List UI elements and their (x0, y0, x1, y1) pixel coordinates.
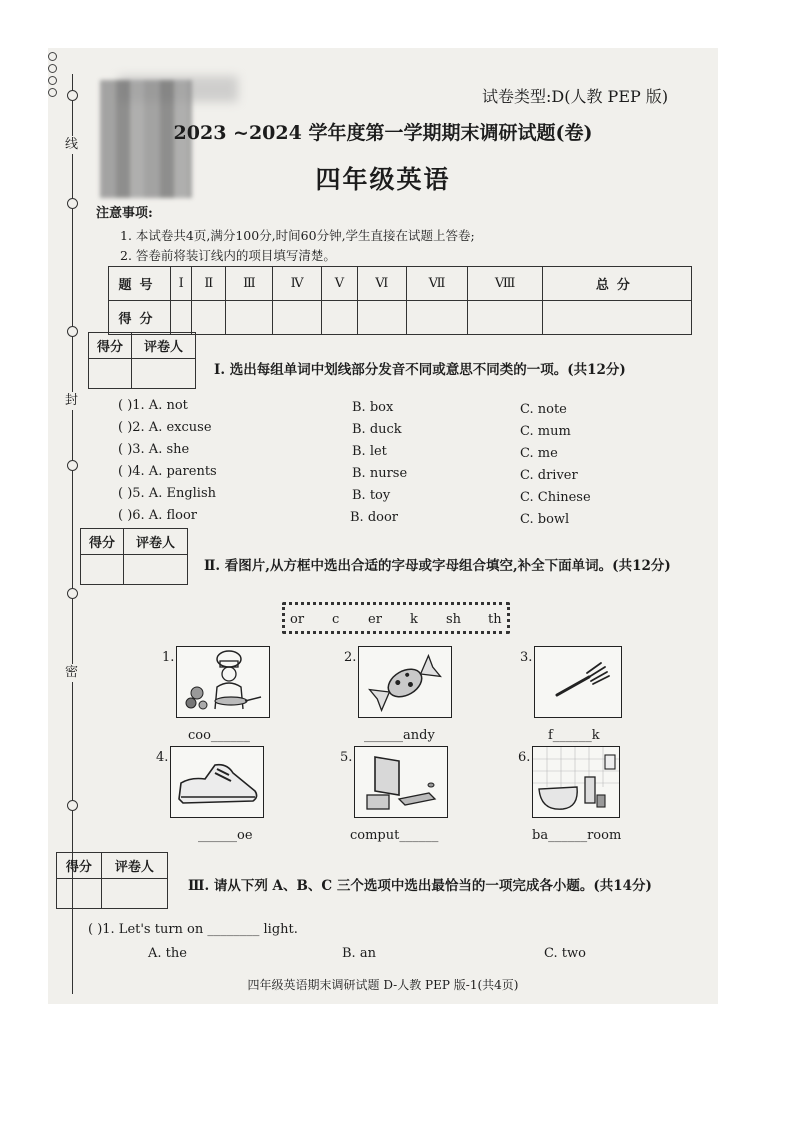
score-table (108, 266, 692, 335)
binding-circle (67, 90, 78, 101)
score-cell[interactable] (357, 301, 406, 335)
section2-title: Ⅱ. 看图片,从方框中选出合适的字母或字母组合填空,补全下面单词。(共12分) (204, 558, 671, 574)
word-blank: coo______ (188, 728, 250, 743)
binding-mark-seal: 封 (65, 393, 79, 408)
question-row: ( )6. A. floor (118, 508, 198, 523)
bathroom-icon (532, 746, 620, 818)
fork-icon (534, 646, 622, 718)
letter-option: th (488, 612, 502, 627)
option-c: C. mum (520, 424, 571, 439)
punch-hole (48, 76, 57, 85)
score-table-column: Ⅰ (171, 267, 192, 301)
binding-circle (67, 588, 78, 599)
notice-item: 2. 答卷前将装订线内的项目填写清楚。 (120, 248, 336, 263)
grader-name-label: 评卷人 (101, 853, 167, 879)
binding-circle (67, 800, 78, 811)
score-table-column: Ⅵ (357, 267, 406, 301)
grader-name-label: 评卷人 (132, 333, 196, 359)
grader-score-label: 得分 (89, 333, 132, 359)
letter-choice-box (282, 602, 510, 634)
score-table-column: Ⅷ (468, 267, 542, 301)
option-c: C. me (520, 446, 558, 461)
candy-icon (358, 646, 452, 718)
grader-name-cell[interactable] (124, 555, 188, 585)
score-cell[interactable] (468, 301, 542, 335)
letter-option: er (368, 612, 382, 627)
section1-title: Ⅰ. 选出每组单词中划线部分发音不同或意思不同类的一项。(共12分) (214, 362, 626, 378)
question-row: ( )3. A. she (118, 442, 190, 457)
word-blank: f______k (548, 728, 600, 743)
picture-number: 5. (340, 750, 353, 765)
paper-type: 试卷类型:D(人教 PEP 版) (482, 87, 669, 106)
picture-number: 1. (162, 650, 175, 665)
letter-option: k (410, 612, 418, 627)
paper-subject: 四年级英语 (315, 165, 451, 194)
binding-circle (67, 198, 78, 209)
binding-mark-line: 线 (65, 137, 79, 152)
option-b: B. let (352, 444, 387, 459)
option-b: B. an (342, 946, 376, 961)
picture-number: 6. (518, 750, 531, 765)
option-b: B. box (352, 400, 394, 415)
option-c: C. note (520, 402, 567, 417)
question-row: ( )2. A. excuse (118, 420, 212, 435)
score-cell[interactable] (226, 301, 273, 335)
option-b: B. nurse (352, 466, 408, 481)
letter-option: sh (446, 612, 462, 627)
punch-hole (48, 52, 57, 61)
question-row: ( )4. A. parents (118, 464, 217, 479)
grader-name-cell[interactable] (132, 359, 196, 389)
grader-score-label: 得分 (57, 853, 102, 879)
score-table-column: Ⅱ (192, 267, 226, 301)
section3-title: Ⅲ. 请从下列 A、B、C 三个选项中选出最恰当的一项完成各小题。(共14分) (188, 878, 652, 894)
picture-number: 2. (344, 650, 357, 665)
letter-option: or (290, 612, 305, 627)
word-blank: ba______room (532, 828, 622, 843)
option-b: B. door (350, 510, 399, 525)
grader-box (88, 332, 196, 389)
score-cell[interactable] (321, 301, 357, 335)
notice-heading: 注意事项: (96, 206, 153, 221)
computer-icon (354, 746, 448, 818)
option-a: A. the (148, 946, 187, 961)
option-c: C. driver (520, 468, 578, 483)
question-row: ( )5. A. English (118, 486, 217, 501)
picture-number: 4. (156, 750, 169, 765)
word-blank: comput______ (350, 828, 439, 843)
grader-score-cell[interactable] (81, 555, 124, 585)
score-table-column-total: 总分 (542, 267, 691, 301)
score-table-score-label: 得分 (109, 301, 171, 335)
score-table-column: Ⅶ (406, 267, 468, 301)
punch-hole (48, 88, 57, 97)
grader-name-label: 评卷人 (124, 529, 188, 555)
binding-mark-secret: 密 (65, 665, 79, 680)
score-cell[interactable] (273, 301, 322, 335)
question-row: ( )1. A. not (118, 398, 188, 413)
word-blank: ______oe (198, 828, 253, 843)
score-cell[interactable] (542, 301, 691, 335)
binding-circle (67, 460, 78, 471)
paper-title: 2023 ~2024 学年度第一学期期末调研试题(卷) (173, 122, 593, 144)
punch-hole (48, 64, 57, 73)
grader-score-cell[interactable] (89, 359, 132, 389)
grader-name-cell[interactable] (101, 879, 167, 909)
page-footer: 四年级英语期末调研试题 D-人教 PEP 版-1(共4页) (247, 978, 519, 992)
score-cell[interactable] (171, 301, 192, 335)
binding-circle (67, 326, 78, 337)
grader-score-cell[interactable] (57, 879, 102, 909)
option-b: B. toy (352, 488, 391, 503)
score-table-column: Ⅳ (273, 267, 322, 301)
grader-box (56, 852, 168, 909)
letter-option: c (332, 612, 340, 627)
exam-paper (48, 48, 718, 1004)
option-c: C. bowl (520, 512, 570, 527)
score-table-column: Ⅴ (321, 267, 357, 301)
question-row: ( )1. Let's turn on ________ light. (88, 922, 298, 937)
option-b: B. duck (352, 422, 402, 437)
score-table-column: Ⅲ (226, 267, 273, 301)
picture-number: 3. (520, 650, 533, 665)
word-blank: ______andy (364, 728, 435, 743)
shoe-icon (170, 746, 264, 818)
option-c: C. two (544, 946, 586, 961)
grader-box (80, 528, 188, 585)
chef-cooking-icon (176, 646, 270, 718)
grader-score-label: 得分 (81, 529, 124, 555)
option-c: C. Chinese (520, 490, 591, 505)
score-cell[interactable] (192, 301, 226, 335)
score-cell[interactable] (406, 301, 468, 335)
score-table-header-label: 题号 (109, 267, 171, 301)
notice-item: 1. 本试卷共4页,满分100分,时间60分钟,学生直接在试题上答卷; (120, 228, 475, 243)
